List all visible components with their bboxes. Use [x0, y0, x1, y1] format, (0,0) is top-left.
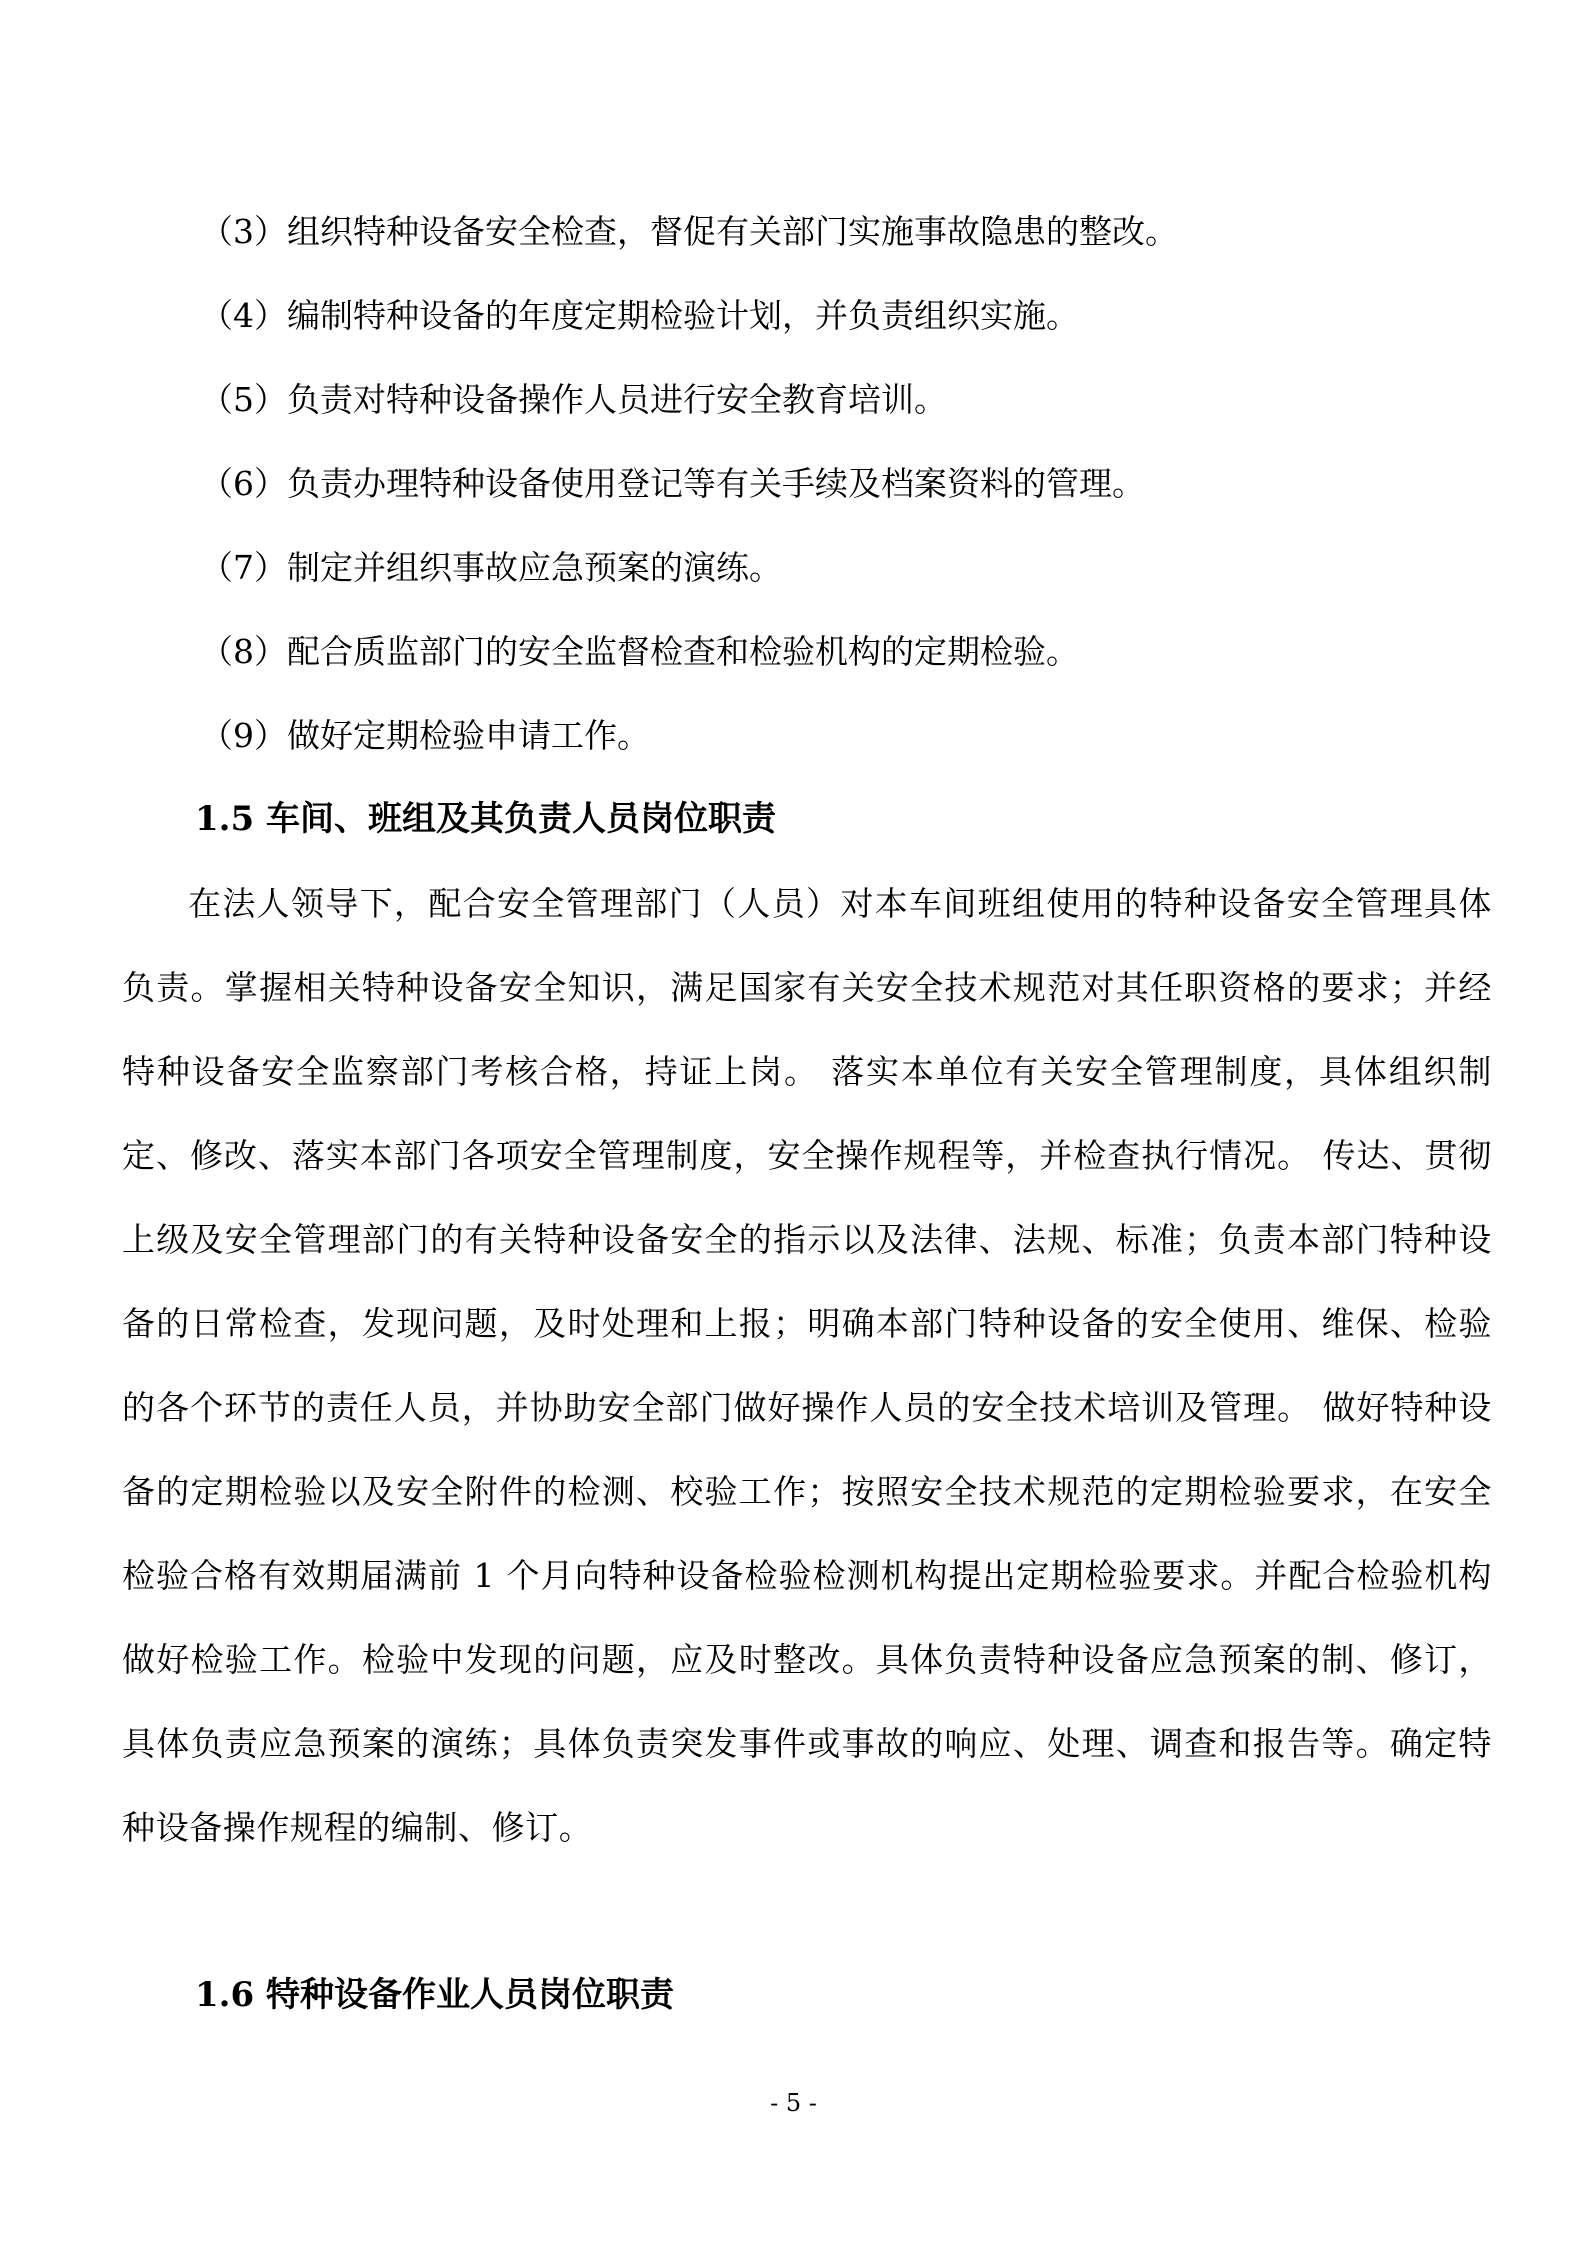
- list-item: （3）组织特种设备安全检查，督促有关部门实施事故隐患的整改。: [200, 212, 1178, 251]
- list-item: （9）做好定期检验申请工作。: [200, 716, 650, 755]
- page-number: - 5 -: [770, 2089, 817, 2117]
- section-heading-1-6: 1.6 特种设备作业人员岗位职责: [195, 1975, 674, 2015]
- section-body-1-5: 在法人领导下，配合安全管理部门（人员）对本车间班组使用的特种设备安全管理具体负责。掌握相关特种设备安全知识，满足国家有关安全技术规范对其任职资格的要求；并经特种设备安全监察部门考核合格，持证上岗。 落实本单位有关安全管理制度，具体组织制定、修改、落实本部门各项安全管理制度，安全操作规程等，并检查执行情况。 传达、贯彻上级及安全管理部门的有关特种设备安全的指示以及法律、法规、标准；负责本部门特种设备的日常检查，发现问题，及时处理和上报；明确本部门特种设备的安全使用、维保、检验的各个环节的责任人员，并协助安全部门做好操作人员的安全技术培训及管理。 做好特种设备的定期检验以及安全附件的检测、校验工作；按照安全技术规范的定期检验要求，在安全检验合格有效期届满前 1 个月向特种设备检验检测机构提出定期检验要求。并配合检验机构做好检验工作。检验中发现的问题，应及时整改。具体负责特种设备应急预案的制、修订，具体负责应急预案的演练；具体负责突发事件或事故的响应、处理、调查和报告等。确定特种设备操作规程的编制、修订。: [122, 884, 1492, 1847]
- section-heading-1-5: 1.5 车间、班组及其负责人员岗位职责: [195, 799, 776, 839]
- list-item: （4）编制特种设备的年度定期检验计划，并负责组织实施。: [200, 296, 1079, 335]
- list-item: （7）制定并组织事故应急预案的演练。: [200, 548, 782, 587]
- list-item: （8）配合质监部门的安全监督检查和检验机构的定期检验。: [200, 632, 1079, 671]
- list-item: （6）负责办理特种设备使用登记等有关手续及档案资料的管理。: [200, 464, 1145, 503]
- list-item: （5）负责对特种设备操作人员进行安全教育培训。: [200, 380, 947, 419]
